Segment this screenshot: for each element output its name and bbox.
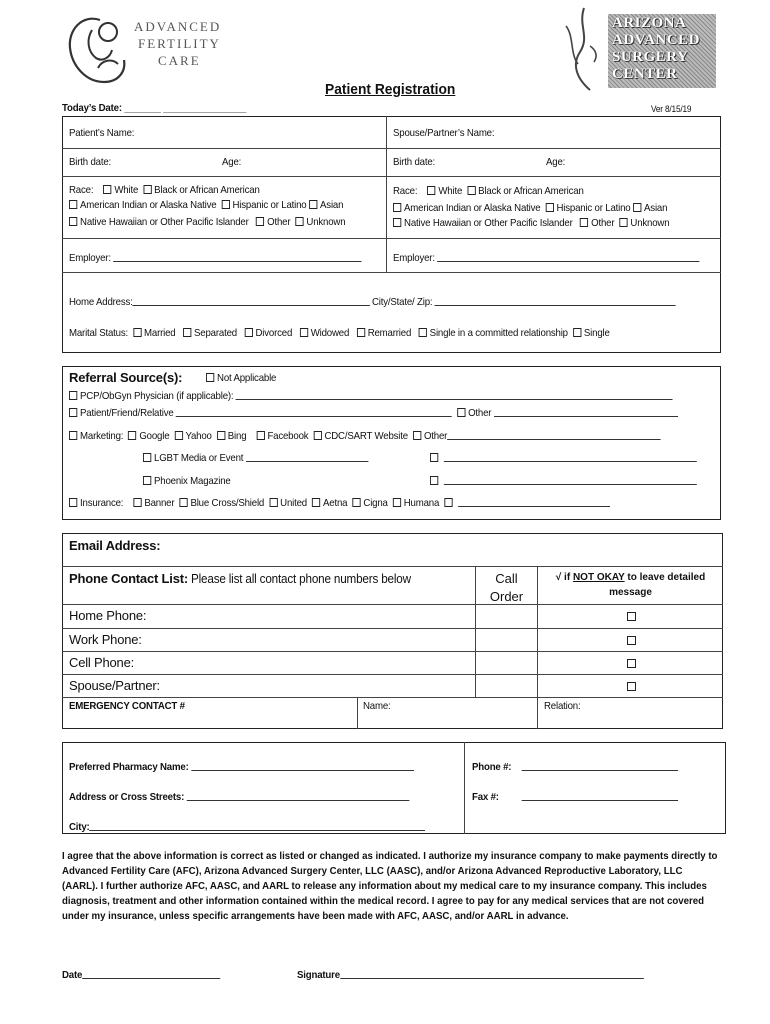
afc-logo-mark-icon xyxy=(62,12,138,88)
race-nhpi-checkbox[interactable] xyxy=(69,217,77,226)
spouse-race-row-3 xyxy=(393,217,669,229)
pcp-label: PCP/ObGyn Physician (if applicable): xyxy=(80,390,234,402)
patient-age-field[interactable]: Age: xyxy=(222,156,242,168)
home-address-field[interactable] xyxy=(69,296,370,308)
check-mark-icon: √ xyxy=(555,572,562,583)
referral-patient-friend-row xyxy=(69,407,678,419)
patient-info-section xyxy=(62,116,721,353)
lgbt-label: LGBT Media or Event xyxy=(154,452,244,464)
blank-option-input[interactable] xyxy=(444,475,697,485)
race-nhpi-checkbox[interactable] xyxy=(393,218,401,227)
marketing-facebook-checkbox[interactable] xyxy=(256,431,264,440)
race-hispanic-checkbox[interactable] xyxy=(545,203,553,212)
no-message-work-checkbox[interactable] xyxy=(627,636,636,645)
referral-phoenix-row xyxy=(143,475,231,487)
insurance-option: Humana xyxy=(403,497,440,509)
spouse-birth-date-field[interactable]: Birth date: xyxy=(393,156,436,168)
patient-employer-field[interactable] xyxy=(69,252,362,264)
insurance-label: Insurance: xyxy=(80,497,124,509)
not-okay-post: to leave detailed xyxy=(627,572,706,583)
signature-field[interactable] xyxy=(297,969,643,981)
insurance-option: Cigna xyxy=(363,497,388,509)
referral-marketing-row xyxy=(69,430,661,442)
marketing-google-checkbox[interactable] xyxy=(128,431,136,440)
race-aian-checkbox[interactable] xyxy=(393,203,401,212)
call-order-label: Call xyxy=(495,571,518,586)
emergency-name-field[interactable]: Name: xyxy=(363,700,391,712)
marketing-other-checkbox[interactable] xyxy=(413,431,421,440)
marital-single-committed-checkbox[interactable] xyxy=(419,328,427,337)
marketing-option: Bing xyxy=(227,430,247,442)
aasc-logo-line: SURGERY xyxy=(612,49,689,65)
marital-separated-checkbox[interactable] xyxy=(183,328,191,337)
not-applicable-label: Not Applicable xyxy=(217,372,277,384)
blank-option-input[interactable] xyxy=(444,452,697,462)
referral-not-applicable xyxy=(206,372,276,384)
patient-race-row-3 xyxy=(69,216,345,228)
aasc-logo-mark-icon xyxy=(560,6,608,92)
pcp-input[interactable] xyxy=(236,390,673,400)
race-white-label: White xyxy=(114,184,139,196)
home-address-label: Home Address: xyxy=(69,296,133,308)
referral-other-checkbox[interactable] xyxy=(457,408,465,417)
race-nhpi-label: Native Hawaiian or Other Pacific Islander xyxy=(404,217,573,229)
pharmacy-phone-field[interactable] xyxy=(472,761,678,773)
not-okay-header xyxy=(538,570,723,600)
no-message-spouse-checkbox[interactable] xyxy=(627,682,636,691)
call-order-label: Order xyxy=(489,589,524,604)
not-okay-label: NOT OKAY xyxy=(572,572,625,583)
spouse-race-row-2 xyxy=(393,202,667,214)
marital-option: Separated xyxy=(194,327,237,339)
race-other-checkbox[interactable] xyxy=(256,217,264,226)
marketing-checkbox[interactable] xyxy=(69,431,77,440)
race-other-label: Other xyxy=(591,217,615,229)
work-phone-field[interactable]: Work Phone: xyxy=(69,632,142,647)
race-asian-label: Asian xyxy=(320,199,344,211)
marital-option: Remarried xyxy=(367,327,412,339)
marital-divorced-checkbox[interactable] xyxy=(244,328,252,337)
insurance-humana-checkbox[interactable] xyxy=(393,498,401,507)
afc-logo-line: ADVANCED xyxy=(134,19,222,34)
patient-friend-input[interactable] xyxy=(176,407,452,417)
afc-logo-line: CARE xyxy=(158,53,201,68)
no-message-home-checkbox[interactable] xyxy=(627,612,636,621)
race-hispanic-label: Hispanic or Latino xyxy=(232,199,307,211)
pharmacy-address-field[interactable] xyxy=(69,791,409,803)
marital-widowed-checkbox[interactable] xyxy=(300,328,308,337)
marketing-option: Google xyxy=(139,430,170,442)
race-unknown-checkbox[interactable] xyxy=(295,217,303,226)
aasc-logo-line: ADVANCED xyxy=(612,32,700,48)
marital-status-label: Marital Status: xyxy=(69,327,128,339)
race-other-checkbox[interactable] xyxy=(580,218,588,227)
city-state-zip-label: City/State/ Zip: xyxy=(372,296,433,308)
pharmacy-phone-label: Phone #: xyxy=(472,761,512,773)
home-phone-field[interactable]: Home Phone: xyxy=(69,608,147,623)
race-nhpi-label: Native Hawaiian or Other Pacific Islander xyxy=(80,216,249,228)
race-black-checkbox[interactable] xyxy=(467,186,475,195)
aasc-logo xyxy=(560,6,720,92)
spouse-employer-field[interactable] xyxy=(393,252,700,264)
insurance-other-input[interactable] xyxy=(458,497,610,507)
phone-list-header xyxy=(69,571,435,586)
referral-insurance-row xyxy=(69,497,610,509)
employer-label: Employer: xyxy=(69,252,111,264)
marketing-yahoo-checkbox[interactable] xyxy=(174,431,182,440)
city-state-zip-field[interactable] xyxy=(372,296,676,308)
insurance-united-checkbox[interactable] xyxy=(269,498,277,507)
insurance-option: Blue Cross/Shield xyxy=(190,497,265,509)
spouse-race-row-1 xyxy=(393,185,584,197)
pharmacy-name-label: Preferred Pharmacy Name: xyxy=(69,761,189,773)
patient-friend-checkbox[interactable] xyxy=(69,408,77,417)
race-asian-label: Asian xyxy=(644,202,668,214)
phone-list-title: Phone Contact List: xyxy=(69,571,188,586)
referral-blank-row-2 xyxy=(430,475,697,487)
patient-race-row-1 xyxy=(69,184,260,196)
employer-label: Employer: xyxy=(393,252,435,264)
afc-logo-line: FERTILITY xyxy=(138,36,221,51)
patient-birth-date-field[interactable]: Birth date: xyxy=(69,156,112,168)
patient-friend-label: Patient/Friend/Relative xyxy=(80,407,174,419)
todays-date-field[interactable]: Today’s Date: _______ ________________ xyxy=(62,102,247,114)
insurance-option: Banner xyxy=(144,497,175,509)
phoenix-checkbox[interactable] xyxy=(143,476,151,485)
marketing-option: Other xyxy=(423,430,448,442)
marketing-label: Marketing: xyxy=(80,430,124,442)
race-label: Race: xyxy=(69,184,94,196)
race-hispanic-checkbox[interactable] xyxy=(221,200,229,209)
not-okay-pre: if xyxy=(564,572,571,583)
page-title: Patient Registration xyxy=(325,81,456,98)
referral-pcp-row xyxy=(69,390,673,402)
marketing-bing-checkbox[interactable] xyxy=(217,431,225,440)
race-aian-label: American Indian or Alaska Native xyxy=(404,202,541,214)
date-field[interactable] xyxy=(62,969,220,981)
marital-option: Widowed xyxy=(310,327,350,339)
referral-blank-row-1 xyxy=(430,452,697,464)
version-label: Ver 8/15/19 xyxy=(651,104,692,114)
race-white-checkbox[interactable] xyxy=(103,185,111,194)
race-asian-checkbox[interactable] xyxy=(309,200,317,209)
afc-logo xyxy=(62,12,232,88)
referral-other-label: Other xyxy=(468,407,492,419)
insurance-bcbs-checkbox[interactable] xyxy=(179,498,187,507)
race-black-checkbox[interactable] xyxy=(143,185,151,194)
race-aian-checkbox[interactable] xyxy=(69,200,77,209)
insurance-checkbox[interactable] xyxy=(69,498,77,507)
pharmacy-address-label: Address or Cross Streets: xyxy=(69,791,185,803)
emergency-contact-field[interactable]: EMERGENCY CONTACT # xyxy=(69,700,185,712)
patient-name-field[interactable]: Patient’s Name: xyxy=(69,127,135,139)
race-hispanic-label: Hispanic or Latino xyxy=(556,202,631,214)
pcp-checkbox[interactable] xyxy=(69,391,77,400)
race-unknown-label: Unknown xyxy=(306,216,346,228)
cell-phone-field[interactable]: Cell Phone: xyxy=(69,655,135,670)
referral-title: Referral Source(s): xyxy=(69,370,183,385)
date-label: Date xyxy=(62,969,83,981)
insurance-cigna-checkbox[interactable] xyxy=(352,498,360,507)
race-unknown-checkbox[interactable] xyxy=(619,218,627,227)
patient-race-row-2 xyxy=(69,199,343,211)
referral-lgbt-row xyxy=(143,452,368,464)
pharmacy-fax-label: Fax #: xyxy=(472,791,499,803)
insurance-option: Aetna xyxy=(323,497,348,509)
no-message-cell-checkbox[interactable] xyxy=(627,659,636,668)
blank-option-checkbox[interactable] xyxy=(430,453,438,462)
phone-list-note: Please list all contact phone numbers below xyxy=(190,571,411,586)
spouse-phone-field[interactable]: Spouse/Partner: xyxy=(69,678,160,693)
marital-option: Single xyxy=(583,327,610,339)
race-black-label: Black or African American xyxy=(478,185,584,197)
pharmacy-city-field[interactable] xyxy=(69,821,425,833)
insurance-other-checkbox[interactable] xyxy=(444,498,452,507)
call-order-header xyxy=(476,570,537,606)
marketing-option: Yahoo xyxy=(185,430,212,442)
marital-option: Married xyxy=(144,327,176,339)
race-black-label: Black or African American xyxy=(154,184,260,196)
spouse-age-field[interactable]: Age: xyxy=(546,156,566,168)
signature-label: Signature xyxy=(297,969,340,981)
blank-option-checkbox[interactable] xyxy=(430,476,438,485)
pharmacy-city-label: City: xyxy=(69,821,90,833)
marital-option: Single in a committed relationship xyxy=(429,327,568,339)
race-other-label: Other xyxy=(267,216,291,228)
race-label: Race: xyxy=(393,185,418,197)
insurance-banner-checkbox[interactable] xyxy=(133,498,141,507)
message-label: message xyxy=(609,587,652,598)
marital-option: Divorced xyxy=(255,327,293,339)
marital-single-checkbox[interactable] xyxy=(573,328,581,337)
insurance-aetna-checkbox[interactable] xyxy=(312,498,320,507)
insurance-option: United xyxy=(280,497,307,509)
race-white-checkbox[interactable] xyxy=(427,186,435,195)
lgbt-input[interactable] xyxy=(246,452,368,462)
consent-paragraph: I agree that the above information is correct as listed or changed as indicated. I authorize my insurance company to make payments directly to Advanced Fertility Care (AFC), Arizona Advanced Surgery Center, LLC (AASC), and/or Arizona Advanced Reproductive Laboratory, LLC (AARL). I further authorize AFC, AASC, and AARL to release any information about my medical care to my insurance company. This includes diagnosis, treatment and other information contained within the medical record. I agree to pay for any medical services that are not covered under my insurance, unless specific arrangements have been made with AFC, AASC, and/or AARL in advance. xyxy=(62,850,718,922)
marketing-cdc-checkbox[interactable] xyxy=(313,431,321,440)
race-unknown-label: Unknown xyxy=(630,217,670,229)
pharmacy-name-field[interactable] xyxy=(69,761,414,773)
aasc-logo-line: ARIZONA xyxy=(612,15,687,31)
spouse-name-field[interactable]: Spouse/Partner’s Name: xyxy=(393,127,495,139)
emergency-relation-field[interactable]: Relation: xyxy=(544,700,581,712)
not-applicable-checkbox[interactable] xyxy=(206,373,214,382)
aasc-logo-line: CENTER xyxy=(612,66,678,82)
referral-other-input[interactable] xyxy=(494,407,678,417)
marital-status-row xyxy=(69,327,610,339)
marital-married-checkbox[interactable] xyxy=(133,328,141,337)
marketing-option: Facebook xyxy=(267,430,309,442)
marketing-other-input[interactable] xyxy=(447,430,660,440)
marketing-option: CDC/SART Website xyxy=(324,430,408,442)
race-white-label: White xyxy=(438,185,463,197)
race-aian-label: American Indian or Alaska Native xyxy=(80,199,217,211)
lgbt-checkbox[interactable] xyxy=(143,453,151,462)
email-address-field[interactable]: Email Address: xyxy=(69,538,161,553)
marital-remarried-checkbox[interactable] xyxy=(357,328,365,337)
pharmacy-fax-field[interactable] xyxy=(472,791,678,803)
phoenix-label: Phoenix Magazine xyxy=(154,475,231,487)
race-asian-checkbox[interactable] xyxy=(633,203,641,212)
